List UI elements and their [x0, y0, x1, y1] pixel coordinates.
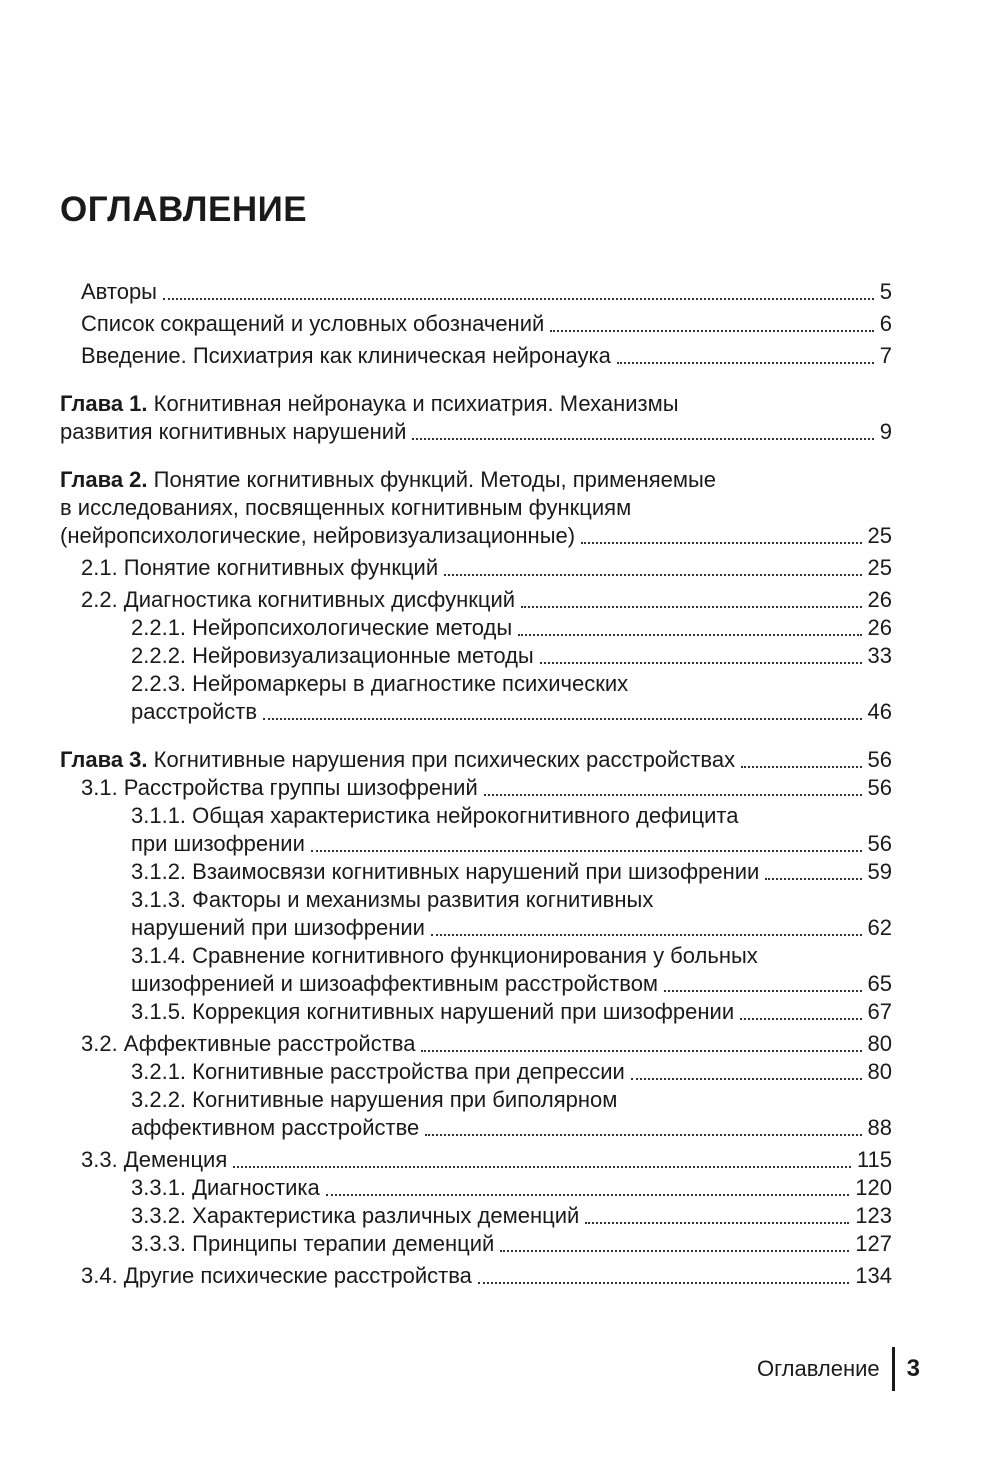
- toc-entry-text: шизофренией и шизоаффективным расстройством: [131, 971, 659, 996]
- toc-page-number: 56: [867, 775, 892, 800]
- toc-page-number: 59: [867, 859, 892, 884]
- toc-page-number: 25: [867, 523, 892, 548]
- dot-leader: [163, 298, 874, 300]
- toc-page-number: 134: [855, 1263, 892, 1288]
- toc-section-2-2: [60, 586, 892, 614]
- dot-leader: [263, 718, 861, 720]
- toc-chapter-1: [60, 418, 892, 446]
- toc-entry-text: 3.3.1. Диагностика: [131, 1175, 320, 1200]
- toc-section-3-1-3-line: 3.1.3. Факторы и механизмы развития когнитивных: [131, 887, 654, 912]
- dot-leader: [740, 1018, 861, 1020]
- dot-leader: [425, 1134, 861, 1136]
- toc-page-number: 7: [879, 343, 892, 368]
- toc-entry-introduction: [60, 342, 892, 370]
- toc-section-3-1-1: [60, 830, 892, 858]
- toc-entry-text: 3.3.2. Характеристика различных деменций: [131, 1203, 580, 1228]
- chapter-title: Когнитивная нейронаука и психиатрия. Механизмы: [153, 391, 679, 416]
- toc-section-3-1: [60, 774, 892, 802]
- dot-leader: [311, 850, 862, 852]
- dot-leader: [478, 1282, 849, 1284]
- dot-leader: [412, 438, 873, 440]
- table-of-contents: [60, 278, 892, 1290]
- page-title: ОГЛАВЛЕНИЕ: [60, 190, 308, 229]
- toc-section-3-1-2: [60, 858, 892, 886]
- toc-entry-text: 3.1. Расстройства группы шизофрений: [81, 775, 478, 800]
- chapter-title-cont: (нейропсихологические, нейровизуализационные): [60, 523, 576, 548]
- toc-chapter-1-line: [60, 390, 892, 418]
- dot-leader: [521, 606, 861, 608]
- toc-entry-text: 2.2. Диагностика когнитивных дисфункций: [81, 587, 516, 612]
- dot-leader: [664, 990, 861, 992]
- toc-page-number: 65: [867, 971, 892, 996]
- toc-entry-text: при шизофрении: [131, 831, 305, 856]
- toc-page-number: 80: [867, 1059, 892, 1084]
- toc-page-number: 6: [879, 311, 892, 336]
- chapter-label: Глава 3.: [60, 747, 148, 772]
- toc-page-number: 80: [867, 1031, 892, 1056]
- toc-entry-text: Авторы: [81, 279, 157, 304]
- toc-page-number: 115: [856, 1147, 892, 1172]
- toc-chapter-3: [60, 746, 892, 774]
- toc-entry-text: 3.2.1. Когнитивные расстройства при депрессии: [131, 1059, 625, 1084]
- toc-entry-text: 3.3.3. Принципы терапии деменций: [131, 1231, 495, 1256]
- chapter-title-cont: в исследованиях, посвященных когнитивным функциям: [60, 495, 632, 520]
- toc-page-number: 56: [867, 747, 892, 772]
- toc-section-2-2-1: [60, 614, 892, 642]
- toc-entry-abbreviations: [60, 310, 892, 338]
- toc-page-number: 9: [879, 419, 892, 444]
- toc-section-3-1-4: [60, 970, 892, 998]
- toc-entry-text: Введение. Психиатрия как клиническая нейронаука: [81, 343, 611, 368]
- toc-page-number: 46: [867, 699, 892, 724]
- chapter-title-cont: развития когнитивных нарушений: [60, 419, 407, 444]
- toc-page-number: 62: [867, 915, 892, 940]
- dot-leader: [326, 1194, 850, 1196]
- running-footer: [757, 1347, 920, 1391]
- toc-entry-text: 3.1.5. Коррекция когнитивных нарушений при шизофрении: [131, 999, 735, 1024]
- toc-entry-text: аффективном расстройстве: [131, 1115, 420, 1140]
- dot-leader: [431, 934, 862, 936]
- dot-leader: [500, 1250, 849, 1252]
- toc-page-number: 67: [867, 999, 892, 1024]
- dot-leader: [550, 330, 873, 332]
- dot-leader: [233, 1166, 851, 1168]
- toc-section-3-2: [60, 1030, 892, 1058]
- chapter-label: Глава 1.: [60, 391, 148, 416]
- toc-chapter-2: [60, 522, 892, 550]
- toc-entry-text: Список сокращений и условных обозначений: [81, 311, 545, 336]
- dot-leader: [617, 362, 874, 364]
- dot-leader: [421, 1050, 861, 1052]
- toc-entry-text: 2.2.1. Нейропсихологические методы: [131, 615, 513, 640]
- toc-section-3-1-1-line: 3.1.1. Общая характеристика нейрокогнитивного дефицита: [131, 803, 739, 828]
- toc-section-3-3-2: [60, 1202, 892, 1230]
- toc-section-3-2-2-line: 3.2.2. Когнитивные нарушения при биполярном: [131, 1087, 618, 1112]
- toc-section-2-1: [60, 554, 892, 582]
- toc-entry-text: расстройств: [131, 699, 258, 724]
- toc-page-number: 26: [867, 615, 892, 640]
- toc-entry-text: 2.2.2. Нейровизуализационные методы: [131, 643, 534, 668]
- toc-section-3-1-5: [60, 998, 892, 1026]
- dot-leader: [518, 634, 861, 636]
- toc-chapter-2-line: [60, 466, 892, 494]
- dot-leader: [765, 878, 861, 880]
- chapter-label: Глава 2.: [60, 467, 148, 492]
- toc-section-3-1-3: [60, 914, 892, 942]
- toc-page-number: 127: [855, 1231, 892, 1256]
- toc-page-number: 33: [867, 643, 892, 668]
- toc-section-3-3: [60, 1146, 892, 1174]
- toc-entry-text: 2.1. Понятие когнитивных функций: [81, 555, 439, 580]
- footer-divider: [892, 1347, 895, 1391]
- dot-leader: [585, 1222, 849, 1224]
- toc-page-number: 25: [867, 555, 892, 580]
- footer-page-number: 3: [906, 1355, 920, 1382]
- dot-leader: [631, 1078, 862, 1080]
- toc-entry-authors: [60, 278, 892, 306]
- toc-entry-text: 3.4. Другие психические расстройства: [81, 1263, 472, 1288]
- chapter-title: Понятие когнитивных функций. Методы, применяемые: [153, 467, 717, 492]
- toc-section-3-4: [60, 1262, 892, 1290]
- toc-section-3-2-2: [60, 1114, 892, 1142]
- toc-page-number: 123: [855, 1203, 892, 1228]
- chapter-title-line: [60, 746, 735, 774]
- toc-section-3-3-3: [60, 1230, 892, 1258]
- toc-page-number: 5: [879, 279, 892, 304]
- chapter-title: Когнитивные нарушения при психических расстройствах: [153, 747, 736, 772]
- toc-section-3-1-4-line: 3.1.4. Сравнение когнитивного функционирования у больных: [131, 943, 758, 968]
- toc-entry-text: нарушений при шизофрении: [131, 915, 425, 940]
- dot-leader: [540, 662, 862, 664]
- toc-section-2-2-3-line: 2.2.3. Нейромаркеры в диагностике психических: [131, 671, 629, 696]
- toc-entry-text: 3.3. Деменция: [81, 1147, 228, 1172]
- dot-leader: [484, 794, 862, 796]
- dot-leader: [444, 574, 861, 576]
- toc-entry-text: 3.2. Аффективные расстройства: [81, 1031, 416, 1056]
- toc-section-3-3-1: [60, 1174, 892, 1202]
- toc-page-number: 26: [867, 587, 892, 612]
- toc-section-2-2-3: [60, 698, 892, 726]
- toc-page-number: 88: [867, 1115, 892, 1140]
- dot-leader: [741, 766, 861, 768]
- dot-leader: [581, 542, 861, 544]
- toc-section-2-2-2: [60, 642, 892, 670]
- toc-page-number: 56: [867, 831, 892, 856]
- toc-entry-text: 3.1.2. Взаимосвязи когнитивных нарушений при шизофрении: [131, 859, 760, 884]
- toc-section-3-2-1: [60, 1058, 892, 1086]
- footer-section-title: Оглавление: [756, 1356, 880, 1381]
- toc-page-number: 120: [855, 1175, 892, 1200]
